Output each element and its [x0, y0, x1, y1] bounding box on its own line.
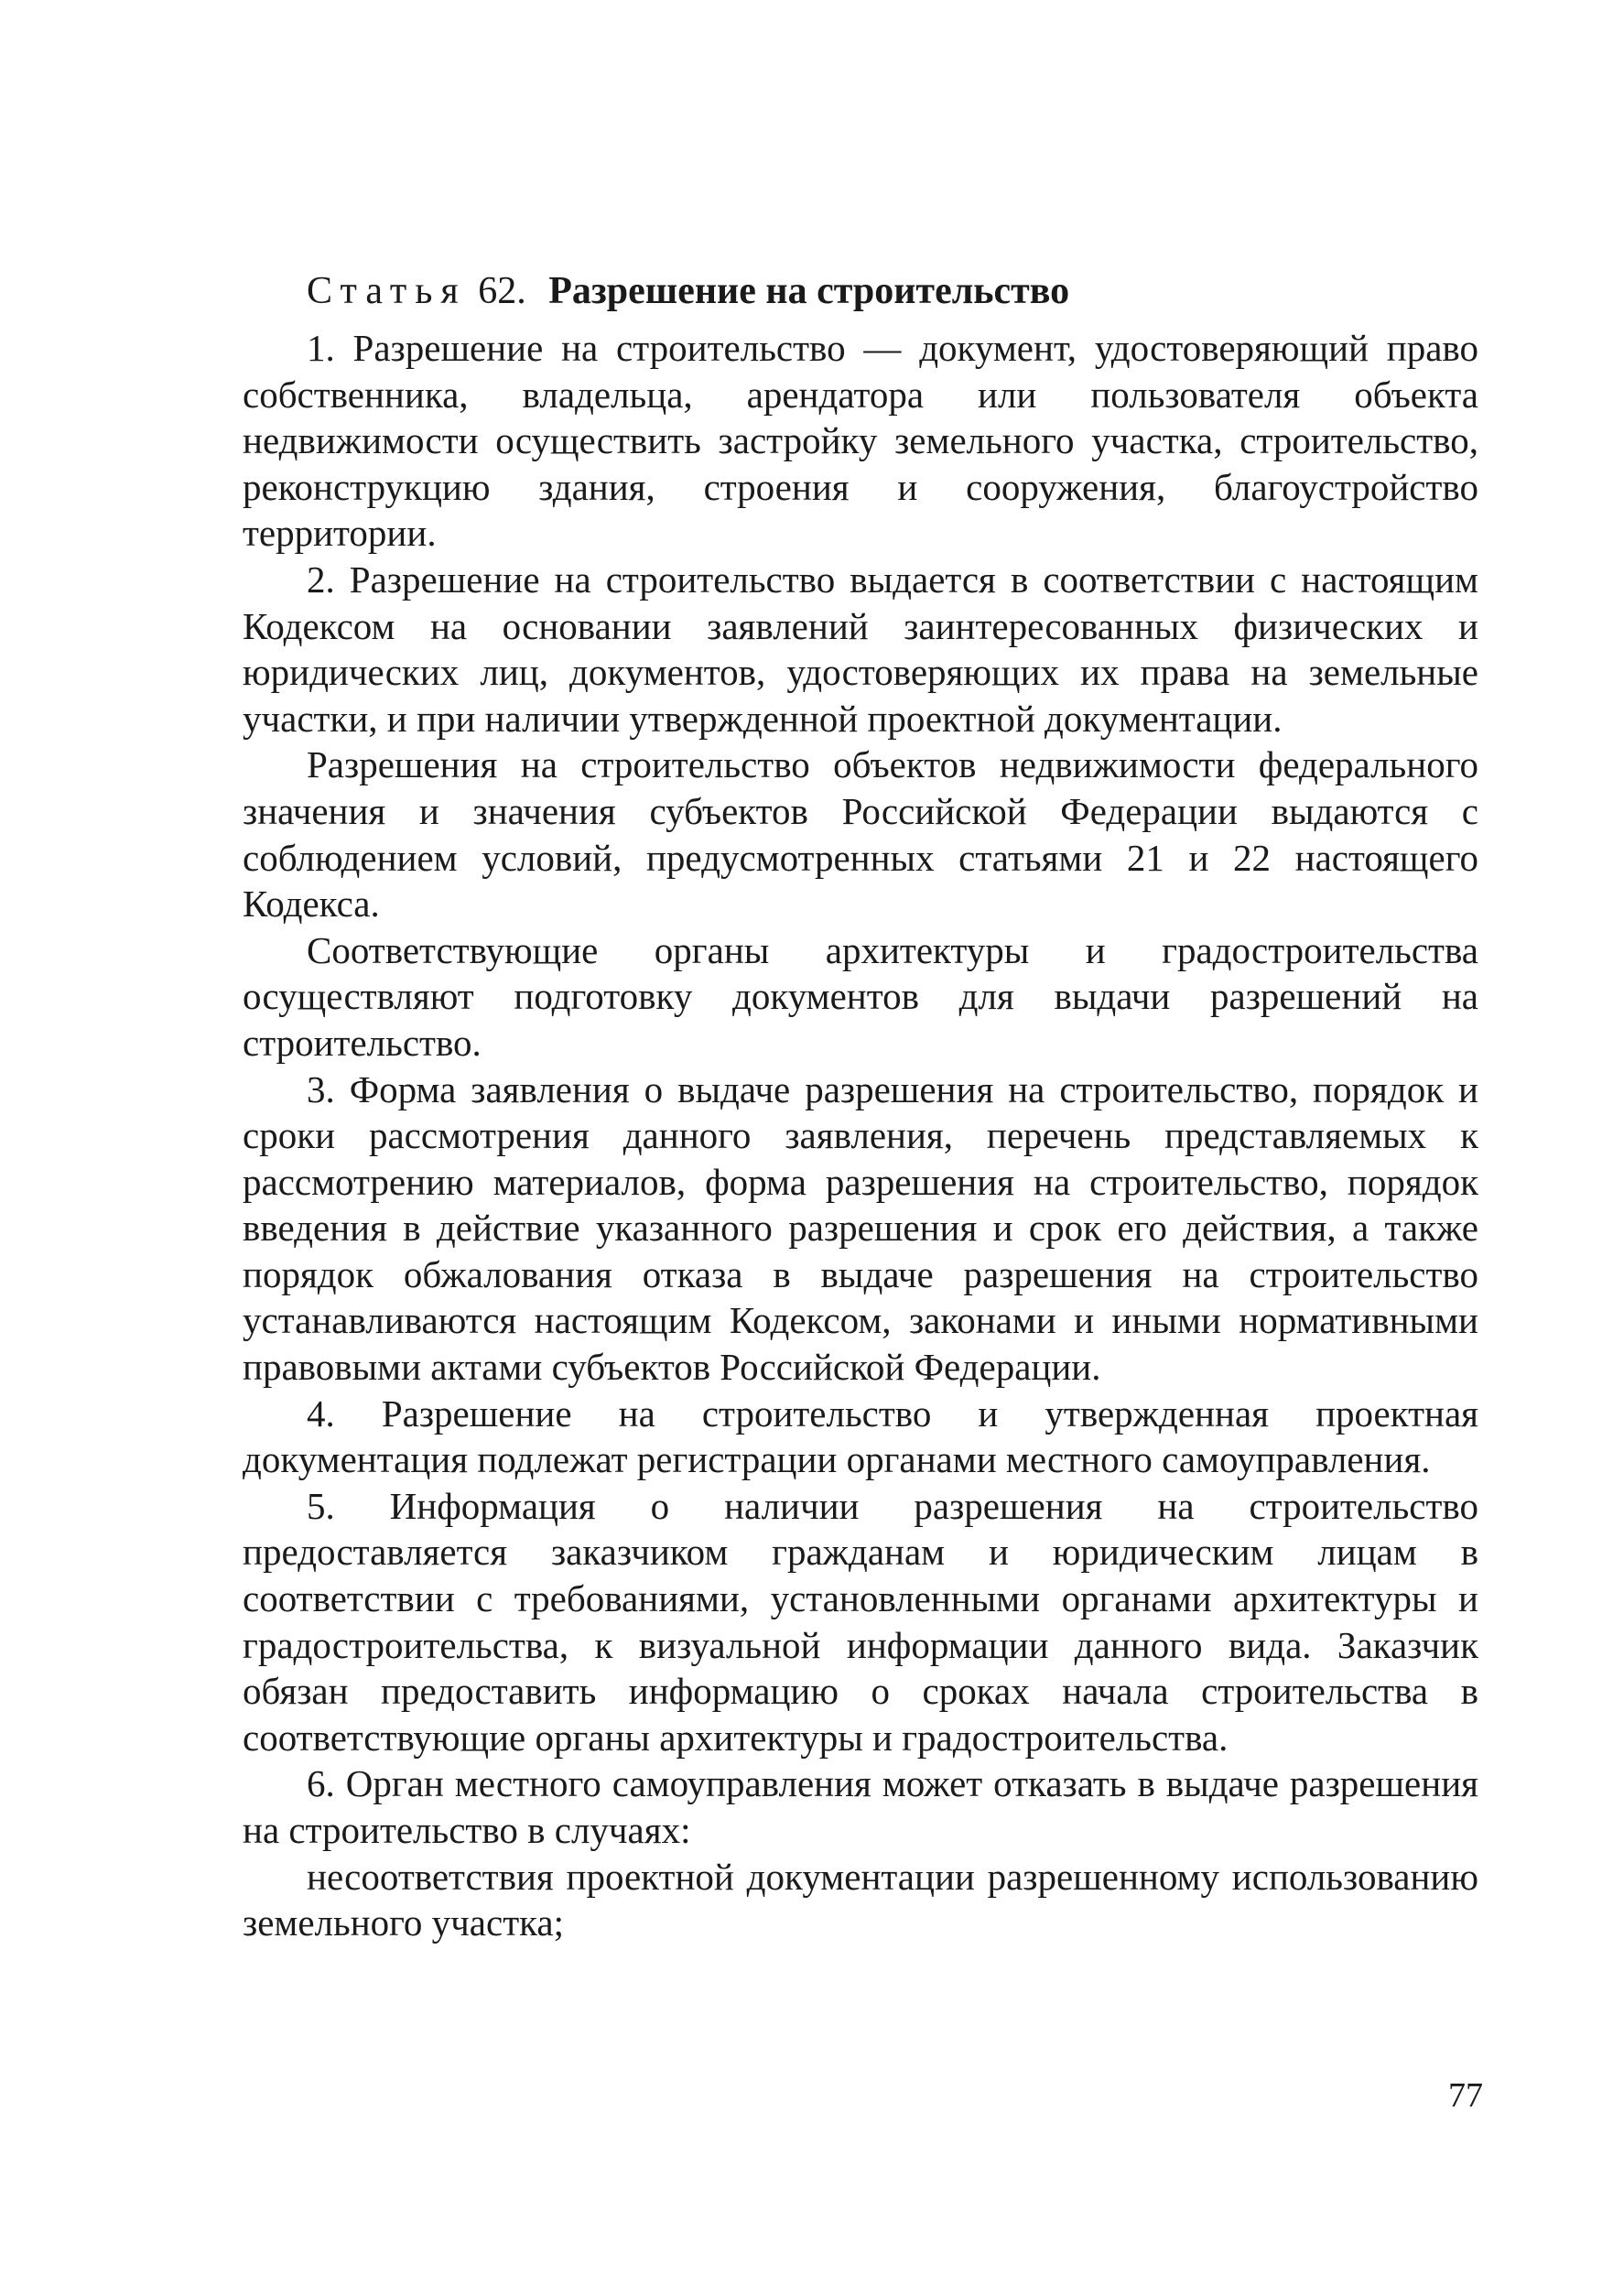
- paragraph: 4. Разрешение на строительство и утвержденная проектная документация подлежат регистрации органами местного самоуправления.: [243, 1392, 1478, 1481]
- paragraph: Соответствующие органы архитектуры и градостроительства осуществляют подготовку документов для выдачи разрешений на строительство.: [243, 928, 1478, 1064]
- paragraph: 3. Форма заявления о выдаче разрешения на строительство, порядок и сроки рассмотрения данного заявления, перечень представляемых к рассмотрению материалов, форма разрешения на строительство, порядок введения в действие указанного разрешения и срок его действия, а также порядок обжалования отказа в выдаче разрешения на строительство устанавливаются настоящим Кодексом, законами и иными нормативными правовыми актами субъектов Российской Федерации.: [243, 1067, 1478, 1389]
- paragraph: несоответствия проектной документации разрешенному использованию земельного участка;: [243, 1855, 1478, 1944]
- article-title: Разрешение на строительство: [548, 270, 1070, 312]
- page-number: 77: [1448, 2076, 1483, 2115]
- paragraph: 6. Орган местного самоуправления может отказать в выдаче разрешения на строительство в случаях:: [243, 1762, 1478, 1851]
- paragraph: 1. Разрешение на строительство — документ, удостоверяющий право собственника, владельца, арендатора или пользователя объекта недвижимости осуществить застройку земельного участка, строительство, реконструкцию здания, строения и сооружения, благоустройство территории.: [243, 327, 1478, 555]
- paragraph: 2. Разрешение на строительство выдается в соответствии с настоящим Кодексом на основании заявлений заинтересованных физических и юридических лиц, документов, удостоверяющих их права на земельные участки, и при наличии утвержденной проектной документации.: [243, 558, 1478, 740]
- article-number: 62.: [478, 270, 526, 312]
- paragraph: Разрешения на строительство объектов недвижимости федерального значения и значения субъектов Российской Федерации выдаются с соблюдением условий, предусмотренных статьями 21 и 22 настоящего Кодекса.: [243, 743, 1478, 926]
- paragraph: 5. Информация о наличии разрешения на строительство предоставляется заказчиком гражданам и юридическим лицам в соответствии с требованиями, установленными органами архитектуры и градостроительства, к визуальной информации данного вида. Заказчик обязан предоставить информацию о сроках начала строительства в соответствующие органы архитектуры и градостроительства.: [243, 1484, 1478, 1759]
- article-heading: [307, 265, 1497, 317]
- article-label: Статья: [307, 270, 467, 312]
- article-body: [243, 325, 1478, 1946]
